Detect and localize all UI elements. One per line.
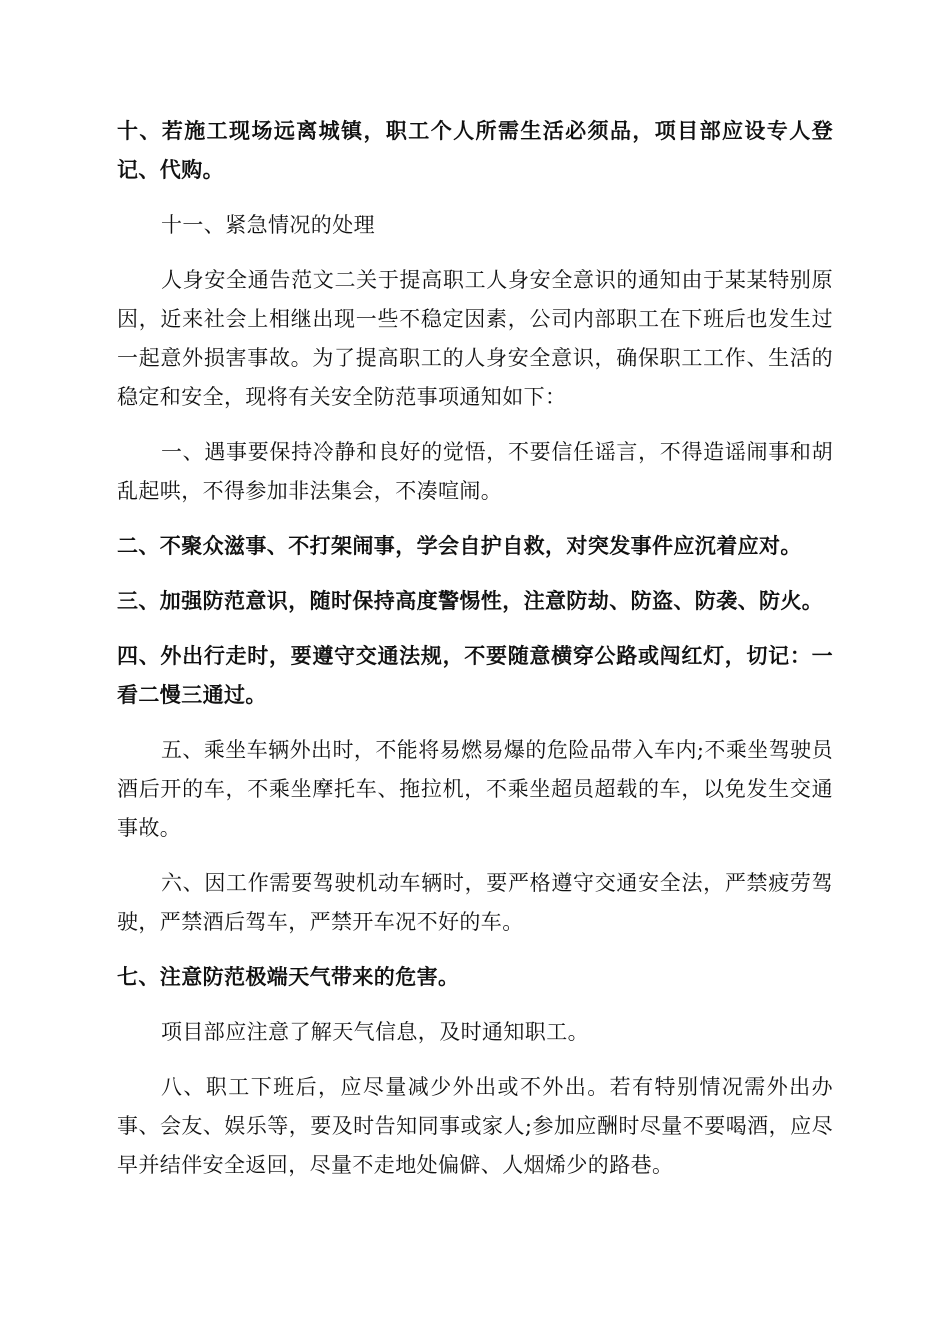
paragraph-item-8: 八、职工下班后，应尽量减少外出或不外出。若有特别情况需外出办事、会友、娱乐等，要及时告知同事或家人;参加应酬时尽量不要喝酒，应尽早并结伴安全返回，尽量不走地处偏僻、人烟烯少的路巷。 [117, 1075, 833, 1177]
paragraph-item-2: 二、不聚众滋事、不打架闹事，学会自护自救，对突发事件应沉着应对。 [117, 534, 802, 558]
paragraph-item-7-detail: 项目部应注意了解天气信息，及时通知职工。 [161, 1020, 589, 1044]
paragraph-item-10: 十、若施工现场远离城镇，职工个人所需生活必须品，项目部应设专人登记、代购。 [117, 119, 833, 182]
paragraph-item-5: 五、乘坐车辆外出时，不能将易燃易爆的危险品带入车内;不乘坐驾驶员酒后开的车，不乘坐摩托车、拖拉机，不乘坐超员超载的车，以免发生交通事故。 [117, 738, 833, 840]
paragraph-item-6: 六、因工作需要驾驶机动车辆时，要严格遵守交通安全法，严禁疲劳驾驶，严禁酒后驾车，严禁开车况不好的车。 [117, 871, 833, 934]
paragraph-item-1: 一、遇事要保持冷静和良好的觉悟，不要信任谣言，不得造谣闹事和胡乱起哄，不得参加非法集会，不凑喧闹。 [117, 440, 833, 503]
paragraph-item-11-heading: 十一、紧急情况的处理 [161, 213, 375, 237]
paragraph-notice-intro: 人身安全通告范文二关于提高职工人身安全意识的通知由于某某特别原因，近来社会上相继出现一些不稳定因素，公司内部职工在下班后也发生过一起意外损害事故。为了提高职工的人身安全意识，确保职工工作、生活的稳定和安全，现将有关安全防范事项通知如下： [117, 268, 833, 409]
document-body [117, 112, 833, 1201]
paragraph-item-3: 三、加强防范意识，随时保持高度警惕性，注意防劫、防盗、防袭、防火。 [117, 589, 824, 613]
paragraph-item-7: 七、注意防范极端天气带来的危害。 [117, 965, 460, 989]
paragraph-item-4: 四、外出行走时，要遵守交通法规，不要随意横穿公路或闯红灯，切记：一看二慢三通过。 [117, 644, 833, 707]
